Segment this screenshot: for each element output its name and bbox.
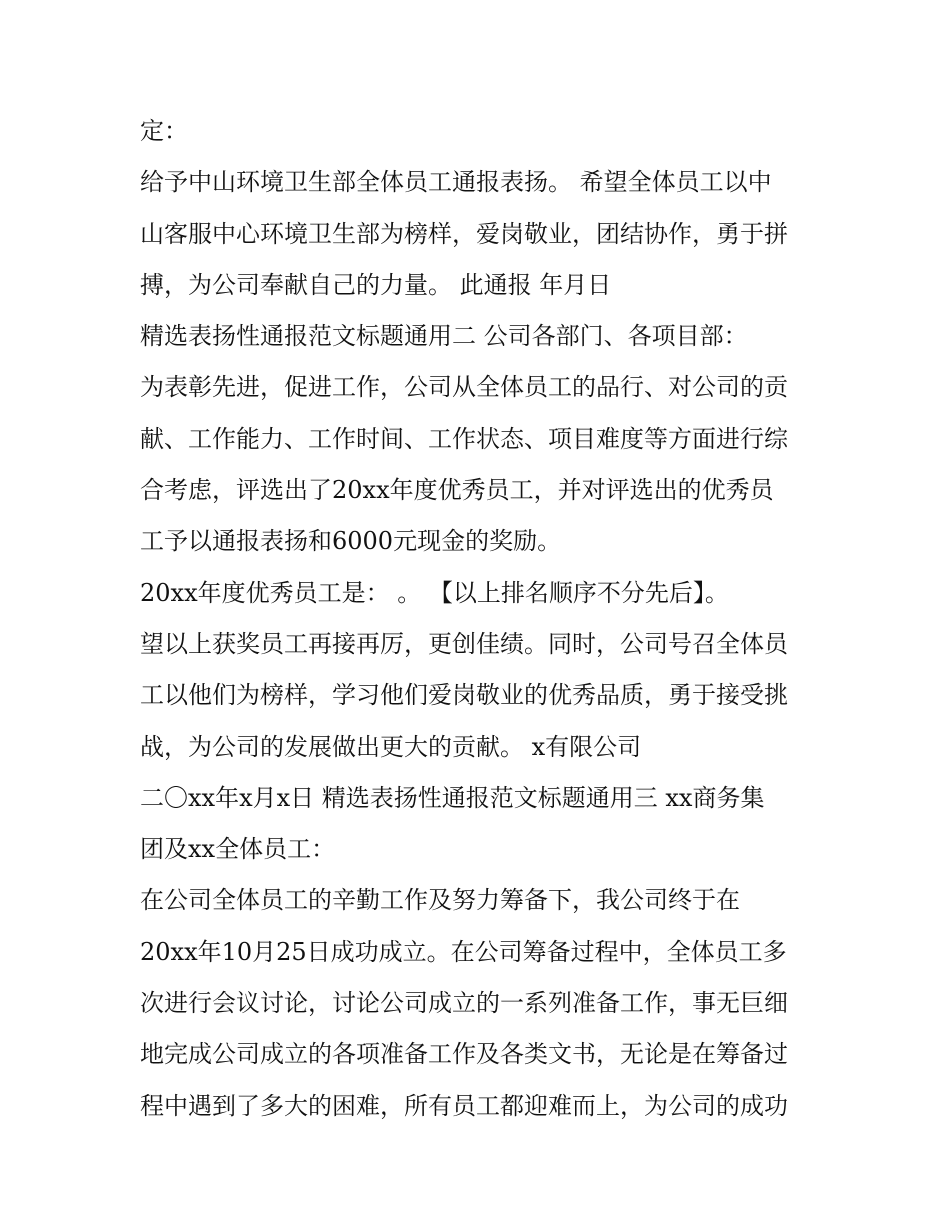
text-line: 望以上获奖员工再接再厉，更创佳绩。同时，公司号召全体员 (140, 629, 788, 658)
text-line: 定： (140, 117, 188, 145)
text-line: 献、工作能力、工作时间、工作状态、项目难度等方面进行综 (140, 424, 788, 453)
text-line: 工以他们为榜样，学习他们爱岗敬业的优秀品质，勇于接受挑 (140, 681, 788, 710)
document-body (140, 106, 830, 1132)
text-line: 20xx年度优秀员工是： 。 【以上排名顺序不分先后】。 (140, 578, 729, 607)
text-line: 程中遇到了多大的困难，所有员工都迎难而上，为公司的成功 (140, 1091, 788, 1120)
text-line: 战，为公司的发展做出更大的贡献。 x有限公司 (140, 732, 642, 761)
text-line: 给予中山环境卫生部全体员工通报表扬。 希望全体员工以中 (140, 168, 772, 197)
text-line: 次进行会议讨论，讨论公司成立的一系列准备工作，事无巨细 (140, 989, 788, 1018)
text-line: 二〇xx年x月x日 精选表扬性通报范文标题通用三 xx商务集 (140, 783, 765, 812)
text-line: 山客服中心环境卫生部为榜样，爱岗敬业，团结协作，勇于拼 (140, 219, 788, 248)
text-line: 20xx年10月25日成功成立。在公司筹备过程中，全体员工多 (140, 937, 787, 966)
text-line: 工予以通报表扬和6000元现金的奖励。 (140, 527, 562, 556)
text-line: 为表彰先进，促进工作，公司从全体员工的品行、对公司的贡 (140, 373, 788, 402)
text-line: 地完成公司成立的各项准备工作及各类文书，无论是在筹备过 (140, 1040, 788, 1069)
text-line: 合考虑，评选出了20xx年度优秀员工，并对评选出的优秀员 (140, 476, 774, 505)
text-line: 在公司全体员工的辛勤工作及努力筹备下，我公司终于在 (140, 886, 740, 915)
text-line: 精选表扬性通报范文标题通用二 公司各部门、各项目部： (140, 322, 748, 351)
text-line: 搏，为公司奉献自己的力量。 此通报 年月日 (140, 270, 612, 299)
text-line: 团及xx全体员工： (140, 835, 336, 864)
